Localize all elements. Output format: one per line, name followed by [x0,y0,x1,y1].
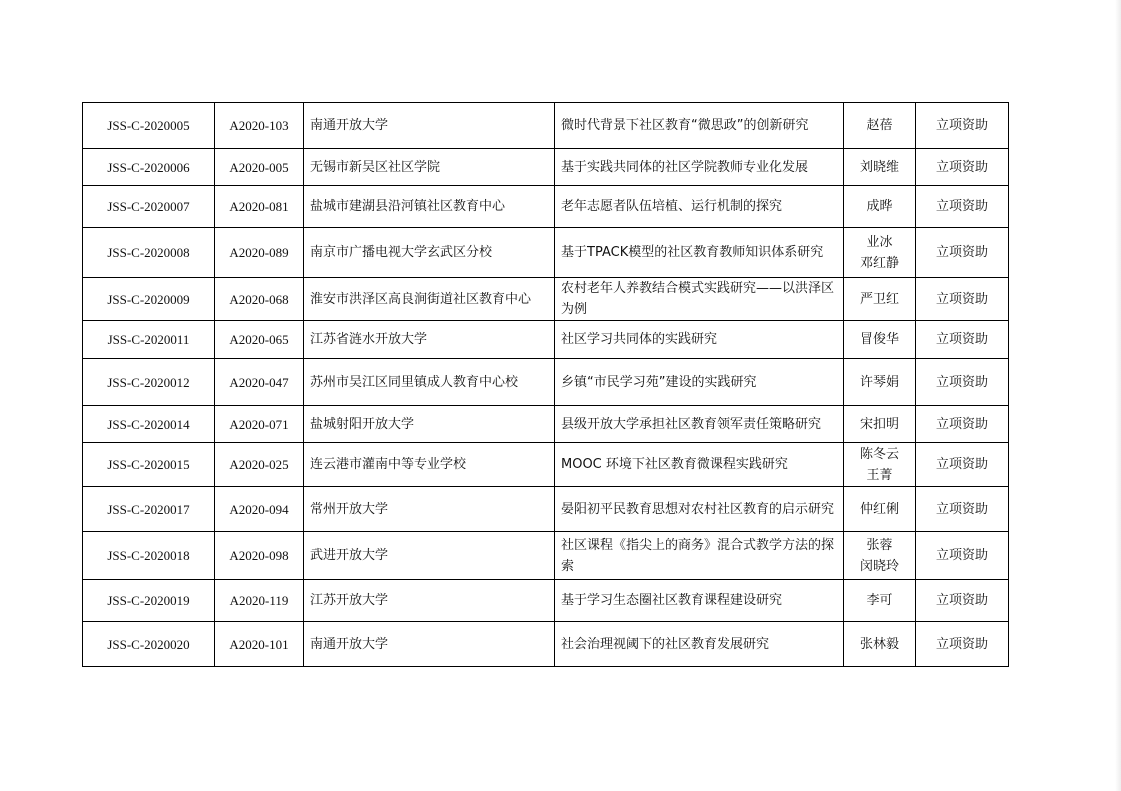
project-code-cell: JSS-C-2020005 [83,103,215,149]
project-title-cell: 农村老年人养教结合模式实践研究——以洪泽区为例 [555,278,844,321]
application-number-cell: A2020-071 [215,406,304,443]
project-title-cell: 社区课程《指尖上的商务》混合式教学方法的探索 [555,532,844,580]
application-number-cell: A2020-005 [215,149,304,186]
person-name: 仲红俐 [859,501,899,517]
institution-cell: 南通开放大学 [304,103,555,149]
institution-cell: 连云港市灌南中等专业学校 [304,443,555,487]
institution-cell: 武进开放大学 [304,532,555,580]
funding-status-cell: 立项资助 [916,186,1009,228]
project-code-cell: JSS-C-2020018 [83,532,215,580]
table-row [83,186,1009,228]
person-name: 张蓉 [866,537,893,553]
project-code-cell: JSS-C-2020014 [83,406,215,443]
principal-investigator-cell [844,487,916,532]
projects-table-body [83,103,1009,667]
principal-investigator-cell [844,580,916,622]
table-row [83,443,1009,487]
table-row [83,228,1009,278]
table-row [83,359,1009,406]
application-number-cell: A2020-103 [215,103,304,149]
principal-investigator-cell [844,103,916,149]
institution-cell: 苏州市吴江区同里镇成人教育中心校 [304,359,555,406]
person-name: 成晔 [866,199,893,214]
project-code-cell: JSS-C-2020009 [83,278,215,321]
project-code-cell: JSS-C-2020012 [83,359,215,406]
person-name: 宋扣明 [859,416,899,432]
principal-investigator-cell [844,359,916,406]
project-code-cell: JSS-C-2020007 [83,186,215,228]
principal-investigator-cell [844,321,916,359]
institution-cell: 江苏省涟水开放大学 [304,321,555,359]
funding-status-cell: 立项资助 [916,278,1009,321]
funding-status-cell: 立项资助 [916,622,1009,667]
funding-status-cell: 立项资助 [916,487,1009,532]
application-number-cell: A2020-089 [215,228,304,278]
projects-table [82,102,1009,667]
table-row [83,278,1009,321]
funding-status-cell: 立项资助 [916,149,1009,186]
project-title-cell: 县级开放大学承担社区教育领军责任策略研究 [555,406,844,443]
principal-investigator-cell [844,278,916,321]
principal-investigator-cell [844,186,916,228]
table-row [83,532,1009,580]
table-row [83,149,1009,186]
project-title-cell: 基于TPACK模型的社区教育教师知识体系研究 [555,228,844,278]
application-number-cell: A2020-094 [215,487,304,532]
principal-investigator-cell [844,228,916,278]
person-name: 严卫红 [859,291,899,307]
institution-cell: 盐城射阳开放大学 [304,406,555,443]
project-title-cell: 晏阳初平民教育思想对农村社区教育的启示研究 [555,487,844,532]
person-name: 李可 [866,593,893,608]
application-number-cell: A2020-047 [215,359,304,406]
principal-investigator-cell [844,406,916,443]
institution-cell: 常州开放大学 [304,487,555,532]
project-code-cell: JSS-C-2020011 [83,321,215,359]
funding-status-cell: 立项资助 [916,406,1009,443]
funding-status-cell: 立项资助 [916,321,1009,359]
institution-cell: 南通开放大学 [304,622,555,667]
principal-investigator-cell [844,532,916,580]
table-row [83,622,1009,667]
page-edge-shadow [1115,0,1121,791]
project-title-cell: 微时代背景下社区教育“微思政”的创新研究 [555,103,844,149]
person-name: 赵蓓 [866,118,893,133]
application-number-cell: A2020-119 [215,580,304,622]
table-row [83,406,1009,443]
institution-cell: 无锡市新吴区社区学院 [304,149,555,186]
principal-investigator-cell [844,622,916,667]
project-code-cell: JSS-C-2020019 [83,580,215,622]
table-row [83,580,1009,622]
funding-status-cell: 立项资助 [916,532,1009,580]
principal-investigator-cell [844,149,916,186]
funding-status-cell: 立项资助 [916,359,1009,406]
project-title-cell: 社会治理视阈下的社区教育发展研究 [555,622,844,667]
application-number-cell: A2020-065 [215,321,304,359]
project-title-cell: 基于学习生态圈社区教育课程建设研究 [555,580,844,622]
person-name: 业冰 [866,234,893,250]
person-name: 陈冬云 [859,446,899,462]
person-name: 冒俊华 [859,332,899,347]
project-title-cell: 老年志愿者队伍培植、运行机制的探究 [555,186,844,228]
project-code-cell: JSS-C-2020017 [83,487,215,532]
institution-cell: 江苏开放大学 [304,580,555,622]
project-title-cell: 基于实践共同体的社区学院教师专业化发展 [555,149,844,186]
funding-status-cell: 立项资助 [916,580,1009,622]
person-name: 邓红静 [859,255,899,271]
institution-cell: 盐城市建湖县沿河镇社区教育中心 [304,186,555,228]
application-number-cell: A2020-025 [215,443,304,487]
person-name: 张林毅 [859,636,899,652]
project-code-cell: JSS-C-2020020 [83,622,215,667]
table-row [83,487,1009,532]
application-number-cell: A2020-081 [215,186,304,228]
application-number-cell: A2020-098 [215,532,304,580]
project-title-cell: MOOC 环境下社区教育微课程实践研究 [555,443,844,487]
project-code-cell: JSS-C-2020015 [83,443,215,487]
funding-status-cell: 立项资助 [916,103,1009,149]
funding-status-cell: 立项资助 [916,443,1009,487]
project-code-cell: JSS-C-2020008 [83,228,215,278]
application-number-cell: A2020-068 [215,278,304,321]
project-title-cell: 乡镇“市民学习苑”建设的实践研究 [555,359,844,406]
application-number-cell: A2020-101 [215,622,304,667]
project-code-cell: JSS-C-2020006 [83,149,215,186]
person-name: 许琴娟 [859,374,899,390]
person-name: 王菁 [866,467,893,483]
institution-cell: 淮安市洪泽区高良涧街道社区教育中心 [304,278,555,321]
table-row [83,103,1009,149]
table-row [83,321,1009,359]
institution-cell: 南京市广播电视大学玄武区分校 [304,228,555,278]
principal-investigator-cell [844,443,916,487]
funding-status-cell: 立项资助 [916,228,1009,278]
person-name: 闵晓玲 [859,558,899,574]
project-title-cell: 社区学习共同体的实践研究 [555,321,844,359]
person-name: 刘晓维 [859,159,899,175]
